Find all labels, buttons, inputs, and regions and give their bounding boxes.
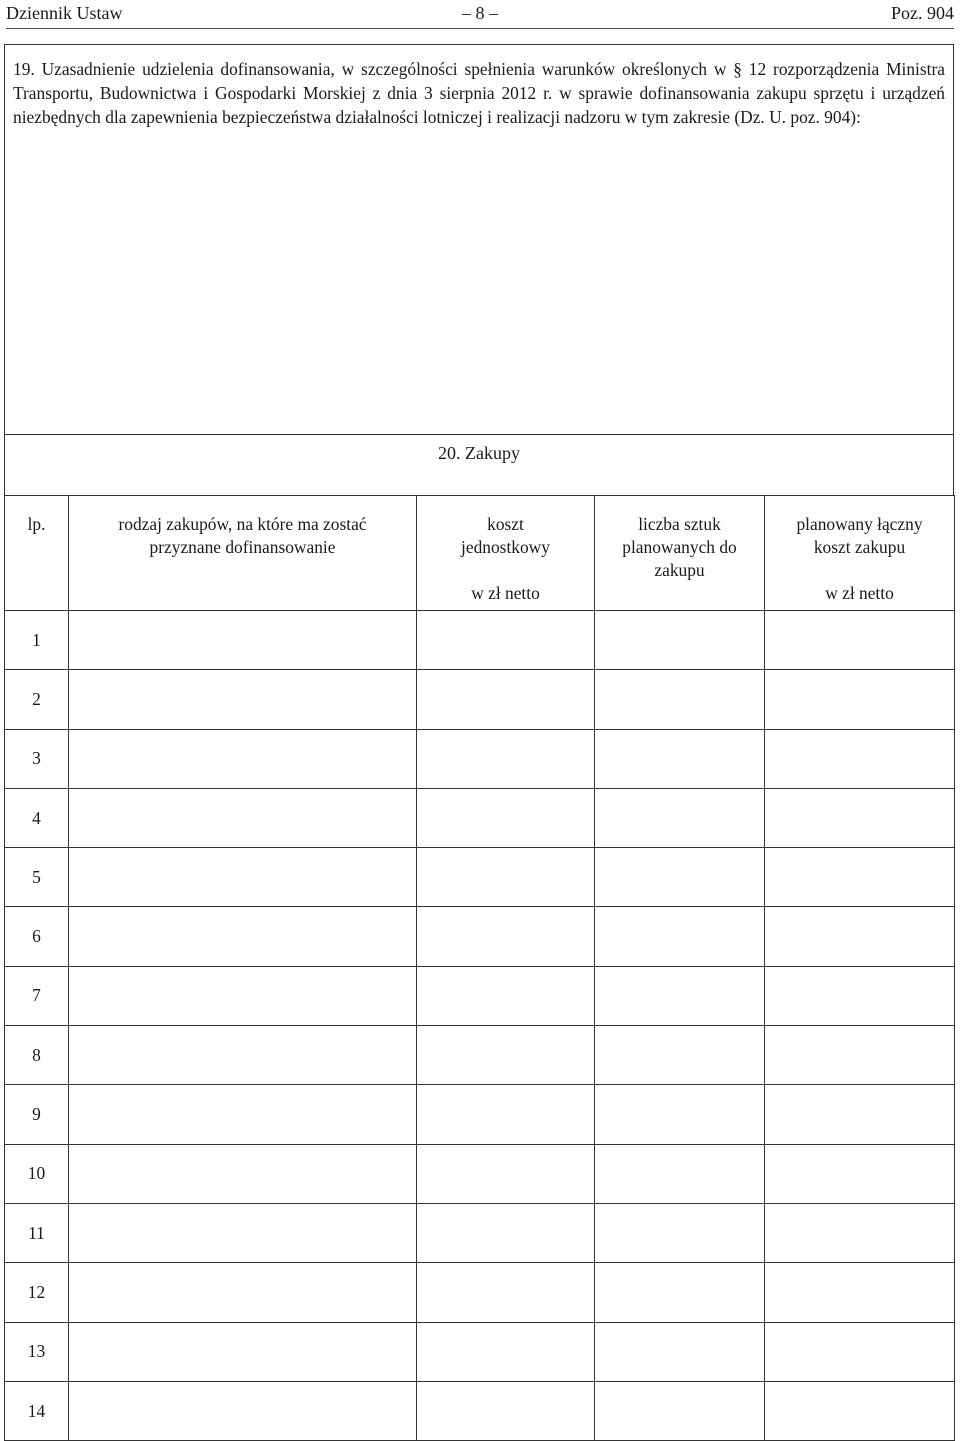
total-cost-cell[interactable] (765, 848, 955, 907)
unit-cost-cell[interactable] (417, 1381, 595, 1440)
quantity-cell[interactable] (595, 1381, 765, 1440)
quantity-cell[interactable] (595, 729, 765, 788)
header-purchase-kind (69, 496, 417, 611)
unit-cost-cell[interactable] (417, 1203, 595, 1262)
total-cost-cell[interactable] (765, 1203, 955, 1262)
table-row (5, 966, 955, 1025)
unit-cost-cell[interactable] (417, 788, 595, 847)
unit-cost-cell[interactable] (417, 848, 595, 907)
unit-cost-cell[interactable] (417, 729, 595, 788)
justification-box[interactable] (4, 44, 954, 434)
quantity-cell[interactable] (595, 1085, 765, 1144)
total-cost-cell[interactable] (765, 611, 955, 670)
unit-cost-cell[interactable] (417, 1263, 595, 1322)
purchase-kind-cell[interactable] (69, 1203, 417, 1262)
header-lp (5, 496, 69, 611)
row-number: 7 (5, 966, 69, 1025)
table-row (5, 670, 955, 729)
row-number: 6 (5, 907, 69, 966)
header-count-line-3: zakupu (654, 560, 705, 580)
journal-title: Dziennik Ustaw (6, 3, 123, 23)
table-row (5, 848, 955, 907)
quantity-cell[interactable] (595, 1203, 765, 1262)
quantity-cell[interactable] (595, 1322, 765, 1381)
header-kind-line-1: rodzaj zakupów, na które ma zostać (118, 514, 367, 534)
quantity-cell[interactable] (595, 1026, 765, 1085)
row-number: 3 (5, 729, 69, 788)
unit-cost-cell[interactable] (417, 1026, 595, 1085)
total-cost-cell[interactable] (765, 1263, 955, 1322)
header-unit-line-2: jednostkowy (461, 537, 550, 557)
unit-cost-cell[interactable] (417, 907, 595, 966)
row-number: 10 (5, 1144, 69, 1203)
running-header (6, 0, 954, 28)
position-number: Poz. 904 (891, 3, 954, 23)
purchase-kind-cell[interactable] (69, 1085, 417, 1144)
quantity-cell[interactable] (595, 788, 765, 847)
purchase-kind-cell[interactable] (69, 729, 417, 788)
table-row (5, 1026, 955, 1085)
table-row (5, 1322, 955, 1381)
table-row (5, 1381, 955, 1440)
quantity-cell[interactable] (595, 611, 765, 670)
header-unit-cost (417, 496, 595, 611)
total-cost-cell[interactable] (765, 1144, 955, 1203)
total-cost-cell[interactable] (765, 1085, 955, 1144)
unit-cost-cell[interactable] (417, 670, 595, 729)
quantity-cell[interactable] (595, 966, 765, 1025)
total-cost-cell[interactable] (765, 670, 955, 729)
table-row (5, 1203, 955, 1262)
purchase-kind-cell[interactable] (69, 1381, 417, 1440)
header-quantity (595, 496, 765, 611)
header-total-cost (765, 496, 955, 611)
purchases-table (4, 495, 955, 1441)
header-unit-currency: w zł netto (471, 583, 540, 603)
table-row (5, 611, 955, 670)
purchase-kind-cell[interactable] (69, 1263, 417, 1322)
total-cost-cell[interactable] (765, 907, 955, 966)
total-cost-cell[interactable] (765, 1381, 955, 1440)
total-cost-cell[interactable] (765, 1322, 955, 1381)
quantity-cell[interactable] (595, 1144, 765, 1203)
purchase-kind-cell[interactable] (69, 848, 417, 907)
purchase-kind-cell[interactable] (69, 907, 417, 966)
header-total-line-2: koszt zakupu (813, 537, 906, 557)
table-row (5, 788, 955, 847)
header-unit-line-1: koszt (487, 514, 524, 534)
table-row (5, 907, 955, 966)
purchases-header-row (5, 496, 955, 611)
purchase-kind-cell[interactable] (69, 966, 417, 1025)
quantity-cell[interactable] (595, 848, 765, 907)
table-row (5, 1263, 955, 1322)
row-number: 4 (5, 788, 69, 847)
table-row (5, 1144, 955, 1203)
header-kind-line-2: przyznane dofinansowanie (149, 537, 336, 557)
quantity-cell[interactable] (595, 670, 765, 729)
unit-cost-cell[interactable] (417, 966, 595, 1025)
header-count-line-1: liczba sztuk (638, 514, 721, 534)
table-row (5, 729, 955, 788)
quantity-cell[interactable] (595, 1263, 765, 1322)
header-count-line-2: planowanych do (622, 537, 737, 557)
purchase-kind-cell[interactable] (69, 611, 417, 670)
header-total-line-1: planowany łączny (796, 514, 923, 534)
justification-prompt: 19. Uzasadnienie udzielenia dofinansowania, w szczególności spełnienia warunków określonych w § 12 rozporządzenia Ministra Transportu, Budownictwa i Gospodarki Morskiej z dnia 3 sierpnia 2012 r. w sprawie dofinansowania zakupu sprzętu i urządzeń niezbędnych dla zapewnienia bezpieczeństwa działalności lotniczej i realizacji nadzoru w tym zakresie (Dz. U. poz. 904): (13, 59, 945, 127)
row-number: 8 (5, 1026, 69, 1085)
purchase-kind-cell[interactable] (69, 1026, 417, 1085)
purchase-kind-cell[interactable] (69, 1144, 417, 1203)
header-lp-label: lp. (27, 514, 46, 534)
row-number: 13 (5, 1322, 69, 1381)
unit-cost-cell[interactable] (417, 611, 595, 670)
row-number: 2 (5, 670, 69, 729)
page-number: – 8 – (462, 3, 498, 23)
row-number: 9 (5, 1085, 69, 1144)
purchase-kind-cell[interactable] (69, 670, 417, 729)
purchase-kind-cell[interactable] (69, 1322, 417, 1381)
unit-cost-cell[interactable] (417, 1085, 595, 1144)
total-cost-cell[interactable] (765, 1026, 955, 1085)
header-total-currency: w zł netto (825, 583, 894, 603)
total-cost-cell[interactable] (765, 729, 955, 788)
row-number: 11 (5, 1203, 69, 1262)
table-row (5, 1085, 955, 1144)
row-number: 12 (5, 1263, 69, 1322)
header-rule (6, 28, 954, 29)
purchases-section-title: 20. Zakupy (4, 434, 954, 496)
unit-cost-cell[interactable] (417, 1144, 595, 1203)
unit-cost-cell[interactable] (417, 1322, 595, 1381)
total-cost-cell[interactable] (765, 788, 955, 847)
row-number: 1 (5, 611, 69, 670)
total-cost-cell[interactable] (765, 966, 955, 1025)
row-number: 5 (5, 848, 69, 907)
purchase-kind-cell[interactable] (69, 788, 417, 847)
quantity-cell[interactable] (595, 907, 765, 966)
row-number: 14 (5, 1381, 69, 1440)
